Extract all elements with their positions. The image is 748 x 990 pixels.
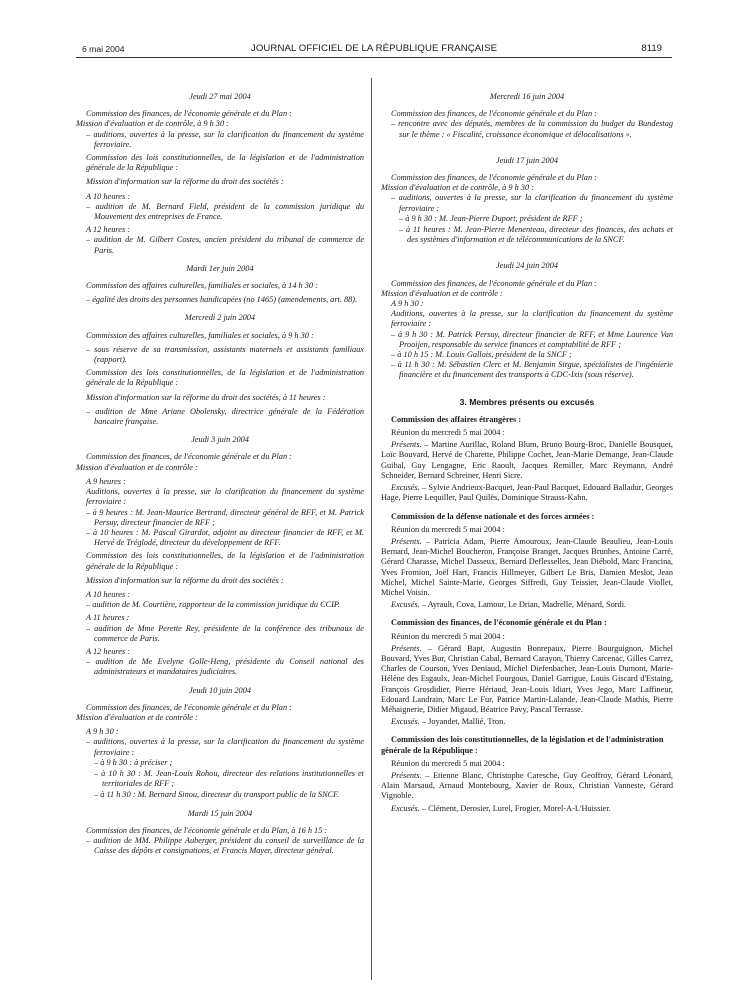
paragraph: Commission des finances, de l'économie générale et du Plan : (391, 109, 597, 119)
paragraph: Commission des lois constitutionnelles, de la législation et de l'administration générale de la République : (86, 551, 364, 571)
present-label: Présents. (391, 770, 422, 780)
list-item: – à 10 heures : M. Pascal Girardot, adjoint au directeur financier de RFF, et M. Hervé de Tréglodé, directeur du développement de RFF. (86, 527, 364, 548)
time-label: A 9 heures : (86, 476, 126, 486)
list-item: – à 11 h 30 : M. Sébastien Clerc et M. Benjamin Sirgue, spécialistes de l'ingénierie financière et du financement des transports à CDC-Ixis (sous réserve). (391, 360, 673, 380)
present-list (381, 537, 673, 598)
sub-list-item: – à 9 h 30 : à préciser ; (94, 757, 173, 767)
paragraph: Mission d'évaluation et de contrôle : (381, 288, 503, 298)
column-divider (371, 78, 372, 980)
list-item: – sous réserve de sa transmission, assistants maternels et assistants familiaux (rapport). (86, 344, 364, 365)
date-heading: Jeudi 3 juin 2004 (191, 435, 249, 445)
present-names: – Etienne Blanc, Christophe Caresche, Guy Geoffroy, Gérard Léonard, Alain Marsaud, Arnaud Montebourg, Xavier de Roux, Christian Vanneste, Gérard Vignoble. (381, 770, 673, 801)
paragraph: Mission d'information sur la réforme du droit des sociétés : (86, 575, 284, 585)
paragraph: Mission d'évaluation et de contrôle : (76, 462, 198, 472)
meeting-date: Réunion du mercredi 5 mai 2004 : (391, 524, 505, 534)
paragraph: Commission des finances, de l'économie générale et du Plan : (86, 452, 292, 462)
header-rule (76, 57, 672, 58)
sub-list-item: – à 9 h 30 : M. Jean-Pierre Duport, président de RFF ; (399, 213, 583, 223)
list-item: – audition de M. Courtière, rapporteur de la commission juridique du CCIP. (86, 600, 340, 610)
time-label: A 12 heures : (86, 646, 131, 656)
list-item: – auditions, ouvertes à la presse, sur la clarification du financement du système ferroviaire : (86, 737, 364, 757)
present-names: – Gérard Bapt, Augustin Bonrepaux, Pierre Bourguignon, Michel Bouvard, Yves Bur, Christian Cabal, Bernard Carayon, Thierry Carcenac, Gilles Carrez, Charles de Courson, Yves Deniaud, Michel Diefenbacher, Jean-Louis Dumont, Marie-Hélène des Esgaulx, Jean-Michel Fourgous, Daniel Garrigue, Louis Giscard d'Estaing, François Grosdidier, Pierre Hériaud, Jean-Louis Idiart, Yves Jego, Marc Laffineur, Edouard Landrain, Marc Le Fur, Patrice Martin-Lalande, Jean-Claude Mathis, Pierre Méhaignerie, Didier Migaud, Béatrice Pavy, Pascal Terrasse. (381, 643, 673, 714)
list-item: – à 9 h 30 : M. Patrick Persuy, directeur financier de RFF, et Mme Laurence Van Prooijen, responsable du service finances et comptabilité de RFF ; (391, 329, 673, 349)
section-heading: 3. Membres présents ou excusés (459, 396, 595, 407)
paragraph: Commission des affaires culturelles, familiales et sociales, à 14 h 30 : (86, 281, 318, 291)
excused-list (381, 804, 673, 814)
list-item: – audition de MM. Philippe Auberger, président du conseil de surveillance de la Caisse des dépôts et consignations, et Francis Mayer, directeur général. (86, 835, 364, 856)
left-column (76, 82, 364, 859)
paragraph: Mission d'évaluation et de contrôle, à 9 h 30 : (76, 119, 229, 129)
time-label: A 11 heures : (86, 613, 130, 623)
present-names: – Martine Aurillac, Roland Blum, Bruno Bourg-Broc, Danielle Bousquet, Loïc Bouvard, Hervé de Charette, Philippe Cochet, Jean-Marie Demange, Jean-Claude Guibal, Guy Lengagne, Eric Raoult, Jacques Remiller, Marc Reymann, André Schneider, Bernard Schreiner, Henri Sicre. (381, 440, 673, 480)
paragraph: Commission des lois constitutionnelles, de la législation et de l'administration générale de la République : (86, 368, 364, 388)
time-label: A 10 heures : (86, 191, 131, 201)
time-label: A 9 h 30 : (86, 727, 119, 737)
present-list (381, 644, 673, 715)
excused-list (381, 717, 673, 727)
list-item: – audition de M. Gilbert Costes, ancien président du tribunal de commerce de Paris. (86, 235, 364, 255)
excused-names: – Joyandet, Mallié, Tron. (419, 717, 506, 727)
present-list (381, 771, 673, 802)
right-column (381, 82, 673, 816)
excused-names: – Sylvie Andrieux-Bacquet, Jean-Paul Bacquet, Edouard Balladur, Georges Hage, Pierre Lequiller, Paul Quilès, Dominique Strauss-Kahn. (381, 483, 673, 503)
date-heading: Mercredi 16 juin 2004 (489, 92, 565, 101)
sub-list-item: – à 10 h 30 : M. Jean-Louis Rohou, directeur des relations institutionnelles et territoriales de RFF ; (94, 768, 364, 789)
committee-title: Commission de la défense nationale et des forces armées : (391, 511, 595, 521)
paragraph: Commission des finances, de l'économie générale et du Plan : (391, 173, 597, 183)
date-heading: Mardi 15 juin 2004 (187, 808, 253, 818)
date-heading: Jeudi 24 juin 2004 (496, 261, 558, 271)
paragraph: Commission des finances, de l'économie générale et du Plan, à 16 h 15 : (86, 825, 328, 835)
page-header (0, 42, 748, 56)
present-label: Présents. (391, 440, 422, 450)
excused-list (381, 600, 673, 610)
paragraph: Auditions, ouvertes à la presse, sur la clarification du financement du système ferroviaire : (391, 309, 673, 329)
paragraph: Mission d'information sur la réforme du droit des sociétés : (86, 177, 284, 187)
sub-list-item: – à 11 h 30 : M. Bernard Sinou, directeur du transport public de la SNCF. (94, 790, 340, 800)
present-names: – Patricia Adam, Pierre Amouroux, Jean-Claude Beaulieu, Jean-Louis Bernard, Jean-Michel Boucheron, Françoise Branget, Jacques Brunhes, Antoine Carré, Gérard Charasse, Michel Dasseux, Bernard Deflesselles, Jean Diébold, Marc Francina, Yves Fromion, Joël Hart, Francis Hillmeyer, Gilbert Le Bris, Damien Meslot, Jean Michel, Michel Sainte-Marie, Georges Siffredi, Guy Teissier, Jean-Claude Viollet, Michel Voisin. (381, 536, 673, 597)
meeting-date: Réunion du mercredi 5 mai 2004 : (391, 758, 505, 768)
present-label: Présents. (391, 643, 422, 653)
excused-label: Excusés. (391, 717, 420, 727)
list-item: – égalité des droits des personnes handicapées (no 1465) (amendements, art. 88). (86, 295, 358, 305)
list-item: – à 10 h 15 : M. Louis Gallois, président de la SNCF ; (391, 350, 572, 360)
paragraph: Commission des finances, de l'économie générale et du Plan : (86, 702, 292, 712)
list-item: – à 9 heures : M. Jean-Maurice Bertrand, directeur général de RFF, et M. Patrick Persuy, directeur financier de RFF ; (86, 507, 364, 527)
excused-names: – Ayrault, Cova, Lamour, Le Drian, Madrelle, Ménard, Sordi. (419, 600, 627, 610)
list-item: – audition de M. Bernard Field, président de la commission juridique du Mouvement des entreprises de France. (86, 201, 364, 222)
list-item: – rencontre avec des députés, membres de la commission du budget du Bundestag sur le thème : « Fiscalité, croissance économique et délocalisations ». (391, 119, 673, 139)
time-label: A 12 heures : (86, 225, 131, 235)
paragraph: Commission des affaires culturelles, familiales et sociales, à 9 h 30 : (86, 330, 314, 340)
list-item: – auditions, ouvertes à la presse, sur la clarification du financement du système ferroviaire. (86, 129, 364, 149)
excused-names: – Clément, Derosier, Lurel, Frogier, Morel-A-L'Huissier. (419, 803, 611, 813)
committee-title: Commission des finances, de l'économie générale et du Plan : (391, 618, 607, 628)
header-date: 6 mai 2004 (82, 44, 125, 54)
excused-list (381, 483, 673, 503)
list-item: – auditions, ouvertes à la presse, sur la clarification du financement du système ferroviaire : (391, 193, 673, 213)
list-item: – audition de Me Evelyne Golle-Heng, présidente du Conseil national des administrateurs et mandataires judiciaires. (86, 657, 364, 677)
present-list (381, 440, 673, 481)
meeting-date: Réunion du mercredi 5 mai 2004 : (391, 631, 505, 641)
excused-label: Excusés. (391, 483, 420, 493)
committee-title: Commission des affaires étrangères : (391, 414, 522, 424)
date-heading: Jeudi 10 juin 2004 (189, 685, 251, 695)
date-heading: Mercredi 2 juin 2004 (184, 313, 256, 323)
date-heading: Jeudi 17 juin 2004 (496, 155, 558, 165)
list-item: – audition de Mme Ariane Obolensky, directrice générale de la Fédération bancaire française. (86, 406, 364, 427)
date-heading: Jeudi 27 mai 2004 (189, 92, 251, 101)
paragraph: Commission des finances, de l'économie générale et du Plan : (86, 109, 292, 119)
time-label: A 10 heures : (86, 589, 131, 599)
date-heading: Mardi 1er juin 2004 (186, 263, 254, 273)
paragraph: Auditions, ouvertes à la presse, sur la clarification du financement du système ferroviaire : (86, 487, 364, 507)
header-title: JOURNAL OFFICIEL DE LA RÉPUBLIQUE FRANÇAISE (250, 43, 498, 54)
excused-label: Excusés. (391, 803, 420, 813)
present-label: Présents. (391, 536, 422, 546)
sub-list-item: – à 11 heures : M. Jean-Pierre Menenteau, directeur des finances, des achats et des systèmes d'information et de télécommunications de la SNCF. (399, 225, 673, 245)
paragraph: Mission d'information sur la réforme du droit des sociétés, à 11 heures : (86, 392, 326, 402)
paragraph: Mission d'évaluation et de contrôle, à 9 h 30 : (381, 183, 534, 193)
time-label: A 9 h 30 : (391, 299, 424, 309)
paragraph: Mission d'évaluation et de contrôle : (76, 712, 198, 722)
page-number: 8119 (641, 43, 662, 54)
paragraph: Commission des lois constitutionnelles, de la législation et de l'administration générale de la République : (86, 153, 364, 173)
list-item: – audition de Mme Perette Rey, présidente de la conférence des tribunaux de commerce de Paris. (86, 623, 364, 643)
paragraph: Commission des finances, de l'économie générale et du Plan : (391, 278, 597, 288)
committee-title: Commission des lois constitutionnelles, de la législation et de l'administration générale de la République : (381, 735, 664, 755)
excused-label: Excusés. (391, 600, 420, 610)
meeting-date: Réunion du mercredi 5 mai 2004 : (391, 428, 505, 438)
